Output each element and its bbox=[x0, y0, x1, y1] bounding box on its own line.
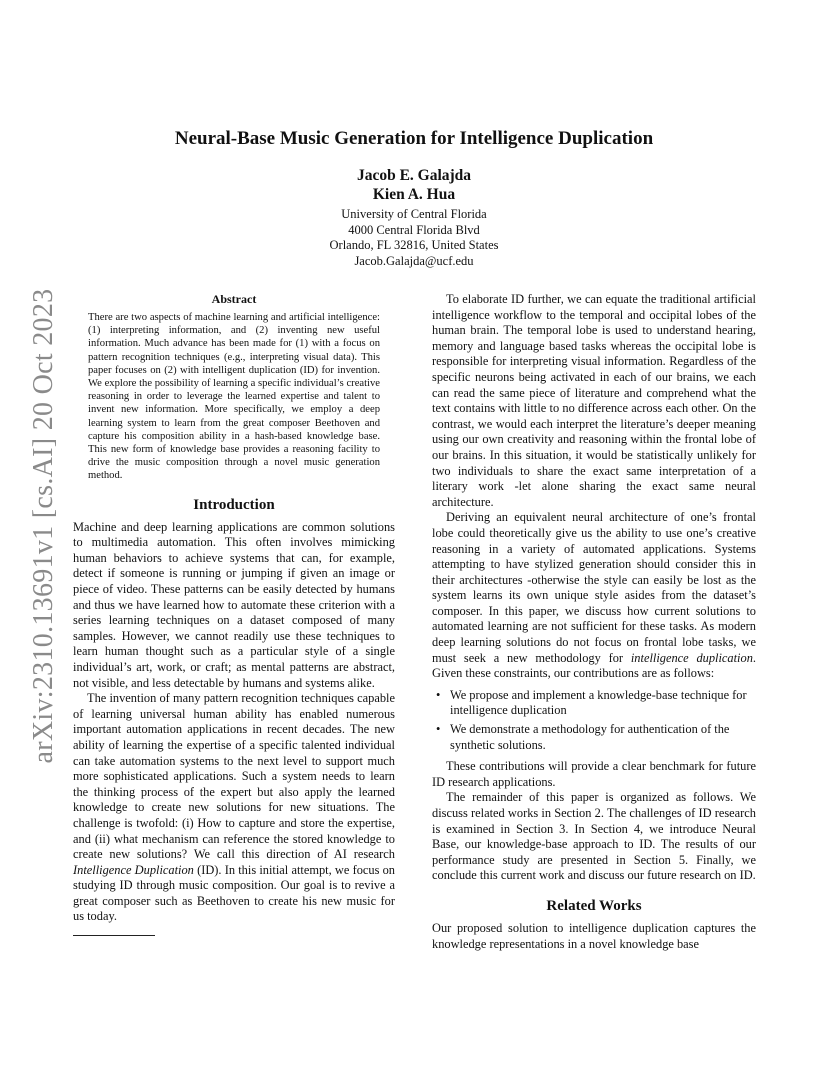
paragraph-text: The invention of many pattern recognition techniques capable of learning universal human ability has enabled numerous important automation applications in recent decades. The new ability of learning the expertise of a specific talented individual can take automation systems to the next level to support much more sophisticated applications. Such a system needs to learn the thinking process of the expert but also apply the learned knowledge to create new solutions for new situations. The challenge is twofold: (i) How to capture and store the expertise, and (ii) what mechanism can reference the stored knowledge to create new solutions? We call this direction of AI research bbox=[73, 691, 395, 862]
introduction-paragraph: These contributions will provide a clear benchmark for future ID research applications. bbox=[432, 759, 756, 789]
abstract-section bbox=[73, 292, 395, 483]
introduction-paragraph: To elaborate ID further, we can equate the traditional artificial intelligence workflow to the temporal and occipital lobes of the human brain. The temporal lobe is used to understand hearing, memory and language based tasks whereas the occipital lobe is responsible for interpreting visual information. Regardless of the specific neurons being activated in each of our brains, we each can read the same piece of literature and comprehend what the text contains with little to no difference across each other. On the contrast, we would each interpret the literature’s deeper meaning using our own creativity and reasoning within the frontal lobe of our brains. In this situation, it would be statistically unlikely for two individuals to share the exact same interpretation of a literary work -let alone sharing the exact same neural architecture. bbox=[432, 292, 756, 509]
left-column bbox=[73, 292, 395, 936]
list-item-text: We demonstrate a methodology for authentication of the synthetic solutions. bbox=[450, 722, 730, 752]
paragraph-text: (ID). In this initial attempt, we focus on studying ID through music composition. Our goal is to revive a great composer such as Beethoven to create his new music for us today. bbox=[73, 862, 395, 924]
author-name: Jacob E. Galajda bbox=[356, 167, 472, 184]
paragraph-text: Deriving an equivalent neural architecture of one’s frontal lobe could theoretically give us the ability to use one’s creative reasoning in a variety of automated applications. Systems attempting to have stylized generation should consider this in their architectures -otherwise the style can easily be lost as the system learns its own unique style asides from the dataset’s composer. In this paper, we discuss how current solutions to automated learning are not sufficient for these tasks. As modern deep learning solutions do not focus on frontal lobe tasks, we must seek a new methodology for bbox=[432, 510, 756, 665]
right-column bbox=[432, 292, 756, 952]
bullet-icon: • bbox=[436, 687, 441, 702]
related-works-paragraph: Our proposed solution to intelligence duplication captures the knowledge representations in a novel knowledge base bbox=[432, 920, 756, 951]
abstract-text: There are two aspects of machine learning and artificial intelligence: (1) interpreting information, and (2) inventing new useful information. Much advance has been made for (1) with a focus on pattern recognition techniques (e.g., interpreting visual data). This paper focuses on (2) with intelligent duplication (ID) for invention. We explore the possibility of learning a specific individual’s creative reasoning in order to leverage the learned expertise and talent to invent new information. More specifically, we employ a deep learning system to learn from the great composer Beethoven and capture his composition ability in a hash-based knowledge base. This new form of knowledge base provides a reasoning facility to drive the music composition through a novel music generation method. bbox=[88, 312, 380, 482]
paragraph-text: . Given these constraints, our contributions are as follows: bbox=[432, 650, 756, 681]
list-item bbox=[436, 687, 756, 719]
arxiv-identifier-text: arXiv:2310.13691v1 [cs.AI] 20 Oct 2023 bbox=[28, 288, 59, 764]
emphasis-term: Intelligence Duplication bbox=[73, 862, 194, 877]
introduction-paragraph bbox=[73, 691, 395, 925]
list-item bbox=[436, 722, 756, 753]
introduction-heading: Introduction bbox=[193, 496, 275, 513]
introduction-paragraph: The remainder of this paper is organized as follows. We discuss related works in Section 2. The challenges of ID research is examined in Section 3. In Section 4, we introduce Neural Base, our knowledge-base approach to ID. The results of our performance study are presented in Section 5. Finally, we conclude this current work and discuss our future research on ID. bbox=[432, 790, 756, 883]
contribution-list bbox=[432, 688, 756, 753]
affiliation-block bbox=[0, 207, 828, 269]
list-item-text: We propose and implement a knowledge-base technique for intelligence duplication bbox=[450, 687, 747, 718]
related-works-heading: Related Works bbox=[546, 897, 642, 914]
affiliation-line: University of Central Florida bbox=[341, 207, 487, 221]
arxiv-identifier bbox=[24, 288, 64, 764]
affiliation-line: Orlando, FL 32816, United States bbox=[329, 238, 499, 252]
emphasis-term: intelligence duplication bbox=[630, 650, 753, 665]
introduction-paragraph: Machine and deep learning applications are common solutions to multimedia automation. This often involves mimicking human behaviors to achieve systems that can, for example, detect if someone is running or jumping if given an image or piece of video. These patterns can be easily detected by humans and thus we have learned how to automate these criterion with a series learning techniques on a dataset composed of many samples. However, we cannot readily use these techniques to learn human thought such as a particular style of a single individual’s art, work, or craft; as mental patterns are abstract, not visible, and less detectable by humans and systems alike. bbox=[73, 519, 395, 690]
footnote-rule bbox=[73, 935, 155, 936]
abstract-heading: Abstract bbox=[211, 292, 257, 306]
author-email: Jacob.Galajda@ucf.edu bbox=[354, 253, 474, 268]
author-name: Kien A. Hua bbox=[372, 186, 456, 203]
author-list bbox=[0, 166, 828, 204]
affiliation-line: 4000 Central Florida Blvd bbox=[348, 222, 480, 237]
introduction-paragraph bbox=[432, 510, 756, 682]
bullet-icon: • bbox=[436, 722, 441, 737]
paper-title: Neural-Base Music Generation for Intelligence Duplication bbox=[174, 128, 654, 149]
